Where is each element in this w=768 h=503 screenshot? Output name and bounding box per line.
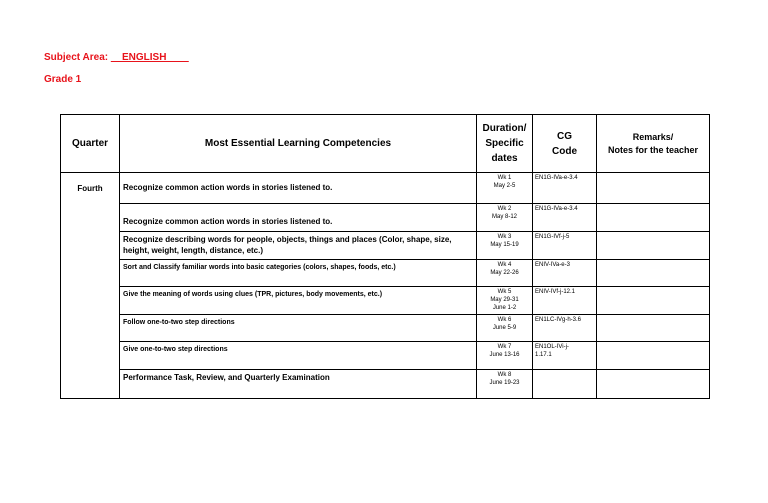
- table-row: [61, 342, 710, 370]
- col-header-duration-line: dates: [491, 153, 518, 164]
- subject-area: [44, 52, 189, 63]
- competency-cell: Follow one-to-two step directions: [120, 315, 477, 342]
- subject-area-label: Subject Area:: [44, 52, 109, 63]
- week-label: Wk 2: [497, 206, 512, 212]
- competency-cell: Sort and Classify familiar words into basic categories (colors, shapes, foods, etc.): [120, 260, 477, 287]
- col-header-competencies: Most Essential Learning Competencies: [120, 115, 477, 173]
- competency-cell: Recognize common action words in stories listened to.: [120, 173, 477, 204]
- date-range: June 13-16: [489, 352, 520, 358]
- date-range: May 15-19: [490, 242, 519, 248]
- col-header-cg-code: [533, 115, 597, 173]
- table-row: [61, 370, 710, 399]
- competency-table: [60, 114, 710, 399]
- remarks-cell: [597, 260, 710, 287]
- duration-cell: [477, 260, 533, 287]
- week-label: Wk 4: [497, 262, 512, 268]
- col-header-cg-line: Code: [552, 145, 577, 157]
- table-row: [61, 173, 710, 204]
- col-header-duration: [477, 115, 533, 173]
- quarter-cell: Fourth: [61, 173, 120, 399]
- remarks-cell: [597, 204, 710, 232]
- duration-cell: [477, 287, 533, 315]
- table-row: [61, 287, 710, 315]
- duration-cell: [477, 232, 533, 260]
- remarks-cell: [597, 342, 710, 370]
- duration-cell: [477, 342, 533, 370]
- week-label: Wk 1: [497, 175, 512, 181]
- duration-cell: [477, 173, 533, 204]
- week-label: Wk 8: [497, 372, 512, 378]
- week-label: Wk 3: [497, 234, 512, 240]
- cg-code-continued: 1.17.1: [535, 352, 552, 358]
- cg-code-cell: EN1G-IVa-e-3.4: [533, 173, 597, 204]
- col-header-remarks: [597, 115, 710, 173]
- table-header-row: [61, 115, 710, 173]
- remarks-cell: [597, 370, 710, 399]
- date-range: June 5-9: [492, 325, 517, 331]
- col-header-remarks-line: Remarks/: [632, 131, 674, 142]
- cg-code-cell: [533, 342, 597, 370]
- date-range-continued: June 1-2: [492, 305, 517, 311]
- subject-area-value: __ENGLISH____: [110, 52, 189, 63]
- duration-cell: [477, 315, 533, 342]
- cg-code: EN1OL-IVi-j-: [535, 344, 569, 350]
- table-row: [61, 232, 710, 260]
- cg-code-cell: EN1G-IVf-j-5: [533, 232, 597, 260]
- competency-cell: Recognize describing words for people, objects, things and places (Color, shape, size, height, weight, length, distance, etc.): [120, 232, 477, 260]
- week-label: Wk 6: [497, 317, 512, 323]
- date-range: May 2-5: [493, 183, 516, 189]
- remarks-cell: [597, 287, 710, 315]
- remarks-cell: [597, 315, 710, 342]
- date-range: May 22-26: [490, 270, 519, 276]
- competency-cell: Recognize common action words in stories listened to.: [120, 204, 477, 232]
- cg-code-cell: [533, 370, 597, 399]
- col-header-cg-line: CG: [557, 130, 572, 142]
- grade-level: Grade 1: [44, 74, 82, 85]
- duration-cell: [477, 370, 533, 399]
- table-row: [61, 204, 710, 232]
- week-label: Wk 7: [497, 344, 512, 350]
- competency-cell: Give the meaning of words using clues (TPR, pictures, body movements, etc.): [120, 287, 477, 315]
- col-header-duration-line: Duration/: [482, 123, 527, 134]
- col-header-quarter: Quarter: [61, 115, 120, 173]
- cg-code-cell: ENIV-IVa-e-3: [533, 260, 597, 287]
- competency-cell: Performance Task, Review, and Quarterly Examination: [120, 370, 477, 399]
- week-label: Wk 5: [497, 289, 512, 295]
- date-range: May 29-31: [490, 297, 519, 303]
- date-range: June 19-23: [489, 380, 520, 386]
- date-range: May 8-12: [491, 214, 517, 220]
- col-header-duration-line: Specific: [485, 138, 524, 149]
- duration-cell: [477, 204, 533, 232]
- cg-code-cell: ENIV-IVf-j-12.1: [533, 287, 597, 315]
- cg-code-cell: EN1LC-IVg-h-3.6: [533, 315, 597, 342]
- table-row: [61, 260, 710, 287]
- cg-code-cell: EN1G-IVa-e-3.4: [533, 204, 597, 232]
- competency-cell: Give one-to-two step directions: [120, 342, 477, 370]
- remarks-cell: [597, 173, 710, 204]
- col-header-remarks-line: Notes for the teacher: [607, 144, 699, 155]
- table-row: [61, 315, 710, 342]
- remarks-cell: [597, 232, 710, 260]
